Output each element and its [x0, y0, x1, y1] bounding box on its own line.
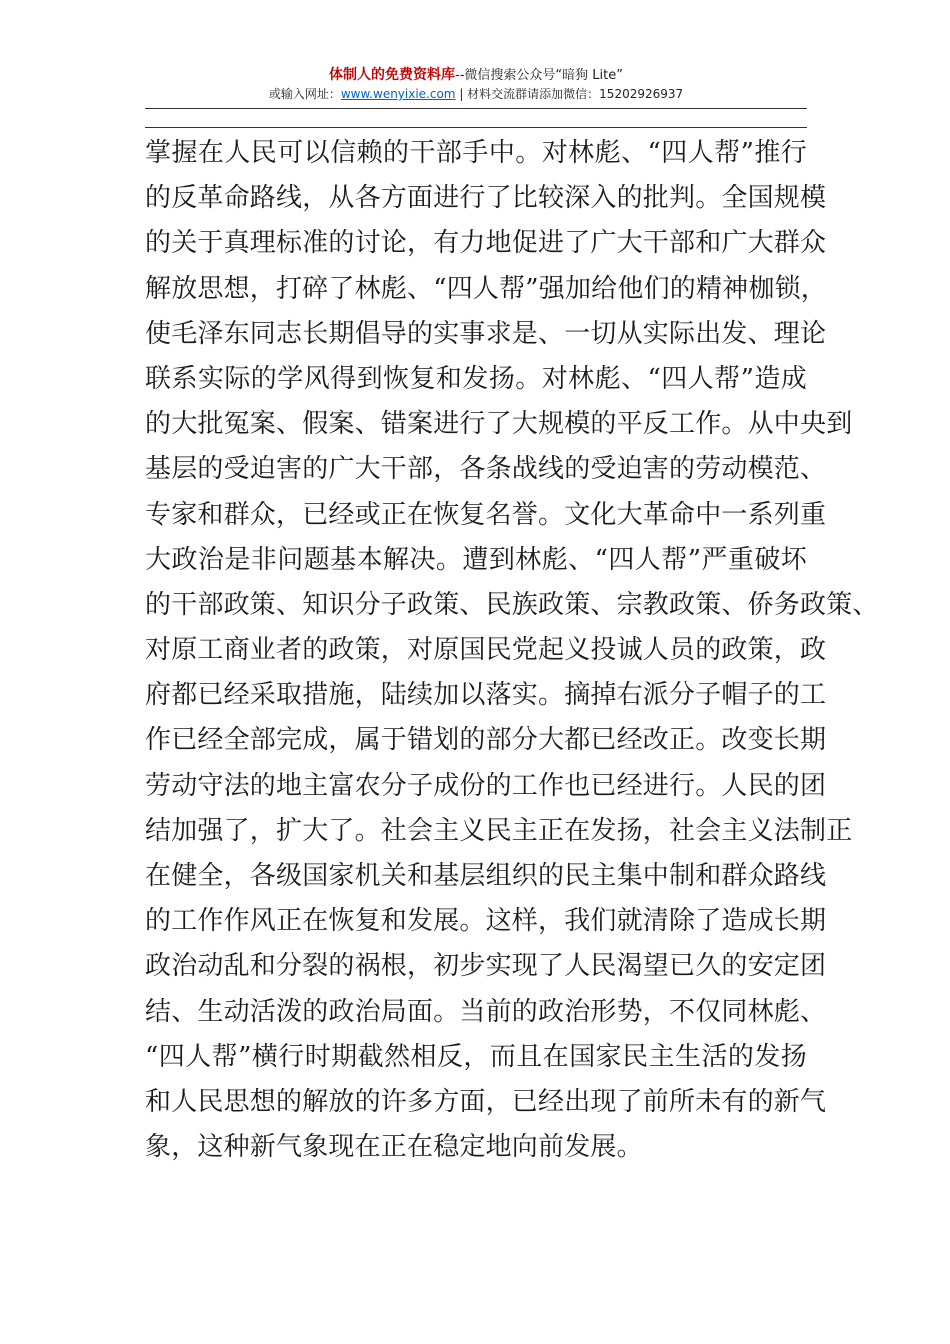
text-line: 和人民思想的解放的许多方面，已经出现了前所未有的新气: [145, 1086, 827, 1117]
text-line: 府都已经采取措施，陆续加以落实。摘掉右派分子帽子的工: [145, 680, 827, 711]
body-paragraph: [145, 131, 879, 1170]
text-line: 解放思想，打碎了林彪、“四人帮”强加给他们的精神枷锁，: [145, 273, 827, 304]
text-line: 的关于真理标准的讨论，有力地促进了广大干部和广大群众: [145, 228, 827, 259]
text-line: 象，这种新气象现在正在稳定地向前发展。: [145, 1132, 643, 1163]
page-header: [145, 66, 807, 103]
header-brand: 体制人的免费资料库: [329, 67, 456, 83]
text-line: 基层的受迫害的广大干部，各条战线的受迫害的劳动模范、: [145, 454, 827, 485]
text-line: 大政治是非问题基本解决。遭到林彪、“四人帮”严重破坏: [145, 544, 807, 575]
header-contact-line: [145, 85, 807, 103]
text-line: 的干部政策、知识分子政策、民族政策、宗教政策、侨务政策、: [145, 589, 879, 620]
text-line: “四人帮”横行时期截然相反，而且在国家民主生活的发扬: [145, 1041, 807, 1072]
text-line: 掌握在人民可以信赖的干部手中。对林彪、“四人帮”推行: [145, 138, 807, 168]
text-line: 结加强了，扩大了。社会主义民主正在发扬，社会主义法制正: [145, 815, 853, 846]
text-line: 专家和群众，已经或正在恢复名誉。文化大革命中一系列重: [145, 499, 827, 530]
text-line: 的工作作风正在恢复和发展。这样，我们就清除了造成长期: [145, 906, 827, 937]
text-line: 在健全，各级国家机关和基层组织的民主集中制和群众路线: [145, 861, 827, 891]
header-site-prefix: 或输入网址：: [268, 87, 341, 101]
text-line: 作已经全部完成，属于错划的部分大都已经改正。改变长期: [145, 725, 827, 756]
header-contact: | 材料交流群请添加微信：15202926937: [455, 87, 684, 101]
text-line: 劳动守法的地主富农分子成份的工作也已经进行。人民的团: [145, 770, 827, 801]
text-line: 联系实际的学风得到恢复和发扬。对林彪、“四人帮”造成: [145, 363, 807, 394]
header-site-link[interactable]: www.wenyixie.com: [340, 87, 456, 101]
text-line: 政治动乱和分裂的祸根，初步实现了人民渴望已久的安定团: [145, 951, 827, 982]
text-line: 对原工商业者的政策，对原国民党起义投诚人员的政策，政: [145, 635, 827, 666]
header-title-line: [145, 66, 807, 85]
header-divider-top: [145, 108, 807, 109]
text-line: 使毛泽东同志长期倡导的实事求是、一切从实际出发、理论: [145, 318, 827, 349]
header-slogan: --微信搜索公众号“暗狗 Lite”: [455, 68, 623, 83]
text-line: 的大批冤案、假案、错案进行了大规模的平反工作。从中央到: [145, 409, 853, 440]
header-divider-bottom: [145, 127, 807, 128]
text-line: 结、生动活泼的政治局面。当前的政治形势，不仅同林彪、: [145, 996, 827, 1027]
text-line: 的反革命路线，从各方面进行了比较深入的批判。全国规模: [145, 183, 827, 214]
